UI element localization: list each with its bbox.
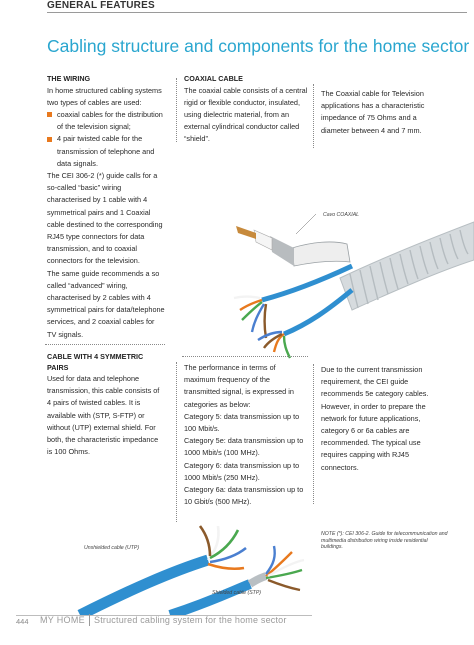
wiring-bullet-1 bbox=[47, 109, 165, 133]
category-5: Category 5: data transmission up to 100 Mbit/s. bbox=[184, 411, 300, 434]
column-divider bbox=[313, 84, 314, 148]
column-divider bbox=[176, 362, 177, 522]
wiring-advanced-paragraph: The same guide recommends a so called “advanced” wiring, characterised by 2 cables with 4 symmetrical pairs for data/telephone services, and 2 coaxial cables for TV signals. bbox=[47, 268, 165, 339]
page-title: Cabling structure and components for the home sector bbox=[47, 36, 470, 56]
symmetric-section bbox=[47, 352, 165, 458]
wiring-heading: THE WIRING bbox=[47, 74, 91, 83]
wiring-bullet-2 bbox=[47, 133, 165, 170]
footer-brand: MY HOME bbox=[40, 615, 85, 625]
performance-section bbox=[184, 362, 308, 508]
note-text: NOTE (*): CEI 306-2. Guide for telecommunication and multimedia distribution wiring inside residential buildings. bbox=[321, 531, 448, 551]
coax-impedance-text: The Coaxial cable for Television applications has a characteristic impedance of 75 Ohms and a diameter between 4 and 7 mm. bbox=[321, 89, 425, 135]
page-number: 444 bbox=[16, 617, 29, 626]
wiring-bullet-1-text: coaxial cables for the distribution of the television signal; bbox=[57, 109, 163, 132]
recommendation-text: Due to the current transmission requirement, the CEI guide recommends 5e category cables. However, in order to prepare the network for future applications, category 6 or 6a cables are recommended. The typical use requires capping with RJ45 connectors. bbox=[321, 365, 429, 472]
coax-impedance-section bbox=[321, 88, 447, 137]
symmetric-text: Used for data and telephone transmission, this cable consists of 4 pairs of twisted cables. It is available with (STP, S-FTP) or without (UTP) external shield. For both, the characteristic impedance is 100 Ohms. bbox=[47, 374, 160, 457]
coax-section bbox=[184, 74, 308, 146]
footer-separator bbox=[89, 614, 90, 626]
symmetric-heading: CABLE WITH 4 SYMMETRIC PAIRS bbox=[47, 352, 144, 372]
stp-caption: Shielded cable (STP) bbox=[212, 590, 262, 596]
wiring-bullet-2-text: 4 pair twisted cable for the transmission of telephone and data signals. bbox=[57, 134, 155, 168]
section-divider bbox=[45, 344, 165, 345]
footer-subtitle: Structured cabling system for the home sector bbox=[94, 615, 287, 625]
category-6a: Category 6a: data transmission up to 10 Gbit/s (500 MHz). bbox=[184, 485, 304, 507]
column-divider bbox=[313, 364, 314, 504]
bullet-square-icon bbox=[47, 112, 52, 117]
category-6: Category 6: data transmission up to 1000 Mbit/s (250 MHz). bbox=[184, 460, 300, 482]
utp-caption: Unshielded cable (UTP) bbox=[84, 545, 140, 551]
coax-text: The coaxial cable consists of a central rigid or flexible conductor, insulated, using dielectric material, from an external cylindrical conductor called “shield”. bbox=[184, 85, 308, 144]
bullet-square-icon bbox=[47, 137, 52, 142]
coax-heading: COAXIAL CABLE bbox=[184, 74, 243, 83]
category-5e: Category 5e: data transmission up to 1000 Mbit/s (100 MHz). bbox=[184, 436, 304, 458]
section-label: GENERAL FEATURES bbox=[47, 0, 155, 11]
performance-intro: The performance in terms of maximum frequency of the transmitted signal, is expressed in categories as below: bbox=[184, 363, 294, 409]
coaxial-cable-illustration bbox=[232, 200, 474, 360]
column-divider bbox=[176, 78, 177, 142]
header-rule bbox=[47, 12, 467, 13]
wiring-section bbox=[47, 74, 165, 341]
recommendation-section bbox=[321, 364, 447, 474]
twisted-pair-cables-illustration bbox=[70, 520, 310, 615]
wiring-basic-paragraph: The CEI 306-2 (*) guide calls for a so-called “basic” wiring characterised by 1 cable with 4 symmetrical pairs and 1 Coaxial cable destined to the corresponding RJ45 type connectors for data transmission, and to coaxial connectors for the television. bbox=[47, 170, 163, 266]
coax-caption: Cavo COAXIAL bbox=[323, 212, 360, 218]
section-divider bbox=[182, 356, 308, 357]
wiring-intro: In home structured cabling systems two types of cables are used: bbox=[47, 85, 162, 107]
